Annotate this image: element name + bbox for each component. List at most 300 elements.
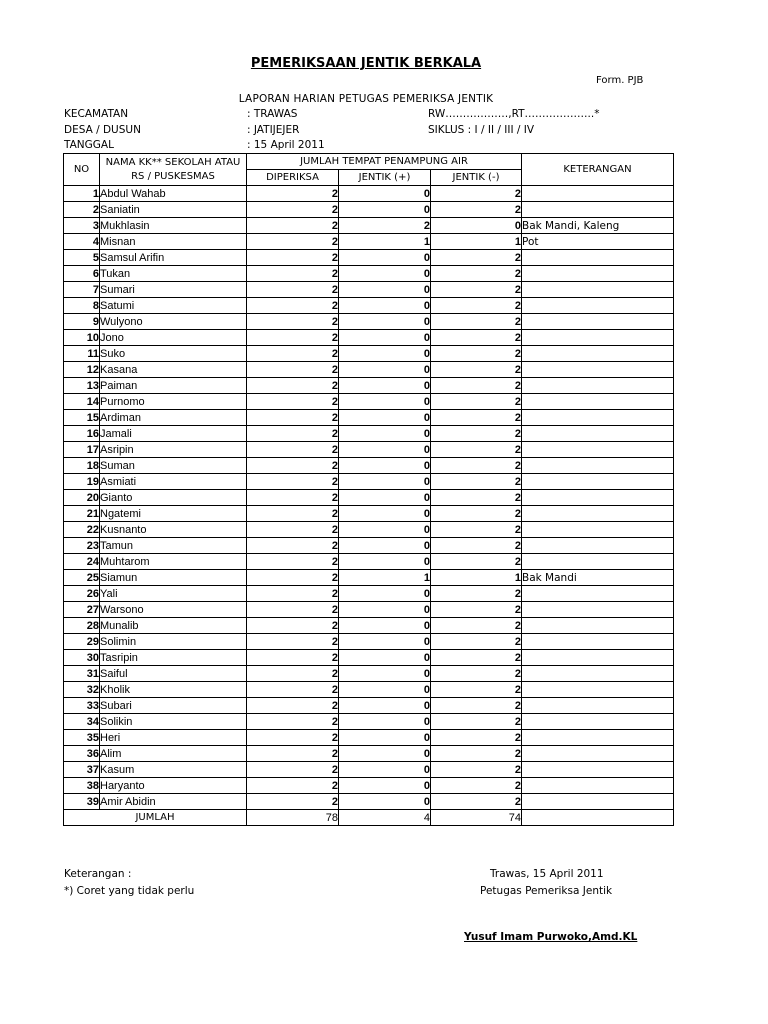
row-no: 37 xyxy=(64,762,100,778)
row-keterangan xyxy=(522,490,674,506)
row-name: Kholik xyxy=(100,682,247,698)
row-diperiksa: 2 xyxy=(247,714,339,730)
signer-role: Petugas Pemeriksa Jentik xyxy=(480,885,613,897)
row-keterangan: Pot xyxy=(522,234,674,250)
row-positif: 0 xyxy=(339,778,431,794)
row-no: 7 xyxy=(64,282,100,298)
row-no: 3 xyxy=(64,218,100,234)
row-keterangan xyxy=(522,250,674,266)
row-name: Tukan xyxy=(100,266,247,282)
row-diperiksa: 2 xyxy=(247,570,339,586)
table-row xyxy=(64,618,674,634)
row-keterangan xyxy=(522,746,674,762)
row-positif: 0 xyxy=(339,634,431,650)
row-no: 2 xyxy=(64,202,100,218)
total-positif: 4 xyxy=(339,810,431,826)
form-code: Form. PJB xyxy=(596,75,644,86)
row-no: 9 xyxy=(64,314,100,330)
tanggal-label: TANGGAL xyxy=(64,139,114,151)
row-keterangan xyxy=(522,442,674,458)
row-name: Satumi xyxy=(100,298,247,314)
siklus-field: SIKLUS : I / II / III / IV xyxy=(428,124,535,136)
row-keterangan xyxy=(522,426,674,442)
row-name: Misnan xyxy=(100,234,247,250)
row-diperiksa: 2 xyxy=(247,234,339,250)
row-no: 13 xyxy=(64,378,100,394)
row-name: Yali xyxy=(100,586,247,602)
table-row xyxy=(64,234,674,250)
row-name: Paiman xyxy=(100,378,247,394)
row-keterangan xyxy=(522,506,674,522)
kecamatan-label: KECAMATAN xyxy=(64,108,129,120)
row-name: Mukhlasin xyxy=(100,218,247,234)
row-positif: 0 xyxy=(339,314,431,330)
row-no: 12 xyxy=(64,362,100,378)
row-diperiksa: 2 xyxy=(247,362,339,378)
row-negatif: 2 xyxy=(431,794,522,810)
row-no: 22 xyxy=(64,522,100,538)
row-diperiksa: 2 xyxy=(247,346,339,362)
row-diperiksa: 2 xyxy=(247,282,339,298)
table-row xyxy=(64,362,674,378)
total-row xyxy=(64,810,674,826)
row-no: 36 xyxy=(64,746,100,762)
row-negatif: 1 xyxy=(431,570,522,586)
col-group-header: JUMLAH TEMPAT PENAMPUNG AIR xyxy=(247,154,522,170)
row-name: Ngatemi xyxy=(100,506,247,522)
row-diperiksa: 2 xyxy=(247,618,339,634)
row-no: 21 xyxy=(64,506,100,522)
row-diperiksa: 2 xyxy=(247,490,339,506)
row-no: 14 xyxy=(64,394,100,410)
row-diperiksa: 2 xyxy=(247,458,339,474)
footnote: *) Coret yang tidak perlu xyxy=(64,885,195,897)
row-negatif: 2 xyxy=(431,506,522,522)
row-positif: 0 xyxy=(339,474,431,490)
row-no: 5 xyxy=(64,250,100,266)
row-name: Sumari xyxy=(100,282,247,298)
row-positif: 0 xyxy=(339,666,431,682)
row-name: Warsono xyxy=(100,602,247,618)
table-row xyxy=(64,394,674,410)
row-no: 11 xyxy=(64,346,100,362)
table-row xyxy=(64,330,674,346)
row-negatif: 2 xyxy=(431,698,522,714)
col-positif-header: JENTIK (+) xyxy=(339,170,431,186)
row-negatif: 2 xyxy=(431,426,522,442)
table-row xyxy=(64,522,674,538)
row-name: Munalib xyxy=(100,618,247,634)
table-row xyxy=(64,266,674,282)
row-diperiksa: 2 xyxy=(247,650,339,666)
row-name: Samsul Arifin xyxy=(100,250,247,266)
row-name: Asripin xyxy=(100,442,247,458)
row-positif: 0 xyxy=(339,586,431,602)
row-positif: 0 xyxy=(339,506,431,522)
row-positif: 0 xyxy=(339,442,431,458)
table-row xyxy=(64,410,674,426)
row-name: Suman xyxy=(100,458,247,474)
total-negatif: 74 xyxy=(431,810,522,826)
row-name: Kasum xyxy=(100,762,247,778)
row-positif: 0 xyxy=(339,490,431,506)
row-positif: 0 xyxy=(339,682,431,698)
row-keterangan xyxy=(522,346,674,362)
row-keterangan xyxy=(522,586,674,602)
row-diperiksa: 2 xyxy=(247,522,339,538)
report-subtitle: LAPORAN HARIAN PETUGAS PEMERIKSA JENTIK xyxy=(238,93,494,105)
row-negatif: 2 xyxy=(431,666,522,682)
row-no: 25 xyxy=(64,570,100,586)
row-negatif: 2 xyxy=(431,330,522,346)
row-no: 28 xyxy=(64,618,100,634)
row-positif: 0 xyxy=(339,426,431,442)
row-name: Alim xyxy=(100,746,247,762)
row-diperiksa: 2 xyxy=(247,586,339,602)
col-name-header: NAMA KK** SEKOLAH ATAU RS / PUSKESMAS xyxy=(100,154,247,186)
row-diperiksa: 2 xyxy=(247,410,339,426)
row-negatif: 2 xyxy=(431,346,522,362)
row-positif: 2 xyxy=(339,218,431,234)
row-diperiksa: 2 xyxy=(247,762,339,778)
row-name: Muhtarom xyxy=(100,554,247,570)
row-no: 38 xyxy=(64,778,100,794)
row-diperiksa: 2 xyxy=(247,666,339,682)
row-name: Purnomo xyxy=(100,394,247,410)
row-no: 4 xyxy=(64,234,100,250)
row-negatif: 1 xyxy=(431,234,522,250)
row-keterangan: Bak Mandi, Kaleng xyxy=(522,218,674,234)
row-keterangan xyxy=(522,794,674,810)
row-no: 18 xyxy=(64,458,100,474)
row-positif: 0 xyxy=(339,378,431,394)
row-positif: 1 xyxy=(339,234,431,250)
row-negatif: 2 xyxy=(431,634,522,650)
row-no: 16 xyxy=(64,426,100,442)
row-keterangan xyxy=(522,330,674,346)
row-negatif: 2 xyxy=(431,410,522,426)
col-keterangan-header: KETERANGAN xyxy=(522,154,674,186)
table-row xyxy=(64,218,674,234)
row-negatif: 2 xyxy=(431,538,522,554)
table-row xyxy=(64,538,674,554)
col-diperiksa-header: DIPERIKSA xyxy=(247,170,339,186)
row-name: Tasripin xyxy=(100,650,247,666)
row-negatif: 2 xyxy=(431,442,522,458)
row-positif: 0 xyxy=(339,602,431,618)
row-negatif: 2 xyxy=(431,522,522,538)
row-negatif: 2 xyxy=(431,362,522,378)
row-name: Siamun xyxy=(100,570,247,586)
row-name: Saiful xyxy=(100,666,247,682)
table-row xyxy=(64,602,674,618)
row-diperiksa: 2 xyxy=(247,394,339,410)
row-keterangan xyxy=(522,538,674,554)
desa-label: DESA / DUSUN xyxy=(64,124,141,136)
table-row xyxy=(64,250,674,266)
row-positif: 0 xyxy=(339,250,431,266)
row-no: 1 xyxy=(64,186,100,202)
row-diperiksa: 2 xyxy=(247,266,339,282)
row-diperiksa: 2 xyxy=(247,634,339,650)
row-name: Saniatin xyxy=(100,202,247,218)
row-keterangan xyxy=(522,666,674,682)
table-row xyxy=(64,682,674,698)
page-title: PEMERIKSAAN JENTIK BERKALA xyxy=(250,56,482,71)
row-positif: 0 xyxy=(339,746,431,762)
row-diperiksa: 2 xyxy=(247,730,339,746)
row-positif: 0 xyxy=(339,410,431,426)
row-keterangan: Bak Mandi xyxy=(522,570,674,586)
row-negatif: 2 xyxy=(431,458,522,474)
row-no: 20 xyxy=(64,490,100,506)
row-no: 19 xyxy=(64,474,100,490)
row-no: 33 xyxy=(64,698,100,714)
row-positif: 0 xyxy=(339,458,431,474)
row-keterangan xyxy=(522,522,674,538)
row-negatif: 2 xyxy=(431,250,522,266)
row-positif: 0 xyxy=(339,298,431,314)
row-positif: 0 xyxy=(339,522,431,538)
kecamatan-value: : TRAWAS xyxy=(247,108,298,120)
table-row xyxy=(64,314,674,330)
table-row xyxy=(64,458,674,474)
row-no: 32 xyxy=(64,682,100,698)
row-diperiksa: 2 xyxy=(247,602,339,618)
row-keterangan xyxy=(522,202,674,218)
row-positif: 0 xyxy=(339,714,431,730)
row-keterangan xyxy=(522,698,674,714)
table-row xyxy=(64,714,674,730)
row-keterangan xyxy=(522,410,674,426)
row-name: Solimin xyxy=(100,634,247,650)
table-row xyxy=(64,586,674,602)
table-row xyxy=(64,778,674,794)
place-date: Trawas, 15 April 2011 xyxy=(490,868,604,880)
table-row xyxy=(64,650,674,666)
row-keterangan xyxy=(522,314,674,330)
row-keterangan xyxy=(522,266,674,282)
row-keterangan xyxy=(522,634,674,650)
row-negatif: 2 xyxy=(431,762,522,778)
row-diperiksa: 2 xyxy=(247,330,339,346)
table-row xyxy=(64,554,674,570)
table-row xyxy=(64,490,674,506)
table-row xyxy=(64,746,674,762)
row-negatif: 2 xyxy=(431,618,522,634)
row-diperiksa: 2 xyxy=(247,378,339,394)
row-diperiksa: 2 xyxy=(247,298,339,314)
row-name: Kasana xyxy=(100,362,247,378)
row-negatif: 2 xyxy=(431,186,522,202)
row-keterangan xyxy=(522,650,674,666)
table-row xyxy=(64,282,674,298)
row-diperiksa: 2 xyxy=(247,426,339,442)
row-positif: 1 xyxy=(339,570,431,586)
row-name: Subari xyxy=(100,698,247,714)
rw-rt-field: RW………………,RT………………..* xyxy=(428,108,600,120)
row-no: 6 xyxy=(64,266,100,282)
row-name: Wulyono xyxy=(100,314,247,330)
keterangan-label: Keterangan : xyxy=(64,868,132,880)
row-keterangan xyxy=(522,474,674,490)
row-name: Gianto xyxy=(100,490,247,506)
row-positif: 0 xyxy=(339,282,431,298)
row-negatif: 2 xyxy=(431,394,522,410)
row-no: 31 xyxy=(64,666,100,682)
row-no: 27 xyxy=(64,602,100,618)
signer-name: Yusuf Imam Purwoko,Amd.KL xyxy=(464,931,638,943)
row-negatif: 2 xyxy=(431,266,522,282)
row-positif: 0 xyxy=(339,698,431,714)
row-name: Ardiman xyxy=(100,410,247,426)
row-negatif: 2 xyxy=(431,746,522,762)
row-keterangan xyxy=(522,618,674,634)
row-negatif: 2 xyxy=(431,602,522,618)
row-negatif: 2 xyxy=(431,378,522,394)
row-positif: 0 xyxy=(339,794,431,810)
inspection-table xyxy=(63,153,674,826)
row-keterangan xyxy=(522,362,674,378)
row-negatif: 2 xyxy=(431,714,522,730)
table-row xyxy=(64,634,674,650)
row-keterangan xyxy=(522,186,674,202)
row-negatif: 2 xyxy=(431,490,522,506)
row-positif: 0 xyxy=(339,554,431,570)
row-negatif: 2 xyxy=(431,298,522,314)
row-no: 23 xyxy=(64,538,100,554)
row-keterangan xyxy=(522,602,674,618)
row-no: 35 xyxy=(64,730,100,746)
table-row xyxy=(64,202,674,218)
total-label: JUMLAH xyxy=(64,810,247,826)
row-keterangan xyxy=(522,554,674,570)
total-keterangan xyxy=(522,810,674,826)
row-negatif: 2 xyxy=(431,778,522,794)
row-name: Asmiati xyxy=(100,474,247,490)
row-diperiksa: 2 xyxy=(247,794,339,810)
row-diperiksa: 2 xyxy=(247,474,339,490)
row-name: Suko xyxy=(100,346,247,362)
row-keterangan xyxy=(522,778,674,794)
row-name: Tamun xyxy=(100,538,247,554)
row-positif: 0 xyxy=(339,202,431,218)
row-negatif: 2 xyxy=(431,474,522,490)
row-keterangan xyxy=(522,682,674,698)
row-no: 30 xyxy=(64,650,100,666)
table-row xyxy=(64,474,674,490)
row-name: Haryanto xyxy=(100,778,247,794)
row-keterangan xyxy=(522,378,674,394)
row-keterangan xyxy=(522,730,674,746)
row-positif: 0 xyxy=(339,650,431,666)
row-negatif: 2 xyxy=(431,282,522,298)
col-no-header: NO xyxy=(64,154,100,186)
row-diperiksa: 2 xyxy=(247,314,339,330)
row-negatif: 2 xyxy=(431,586,522,602)
row-negatif: 2 xyxy=(431,730,522,746)
table-row xyxy=(64,346,674,362)
row-diperiksa: 2 xyxy=(247,218,339,234)
row-no: 17 xyxy=(64,442,100,458)
row-no: 39 xyxy=(64,794,100,810)
row-diperiksa: 2 xyxy=(247,506,339,522)
row-negatif: 2 xyxy=(431,650,522,666)
row-positif: 0 xyxy=(339,538,431,554)
row-no: 10 xyxy=(64,330,100,346)
row-negatif: 2 xyxy=(431,682,522,698)
row-no: 26 xyxy=(64,586,100,602)
table-row xyxy=(64,298,674,314)
table-row xyxy=(64,570,674,586)
row-diperiksa: 2 xyxy=(247,186,339,202)
row-keterangan xyxy=(522,298,674,314)
table-row xyxy=(64,698,674,714)
row-no: 29 xyxy=(64,634,100,650)
row-diperiksa: 2 xyxy=(247,442,339,458)
row-name: Heri xyxy=(100,730,247,746)
row-negatif: 2 xyxy=(431,202,522,218)
row-name: Kusnanto xyxy=(100,522,247,538)
row-name: Abdul Wahab xyxy=(100,186,247,202)
col-negatif-header: JENTIK (-) xyxy=(431,170,522,186)
row-positif: 0 xyxy=(339,394,431,410)
row-positif: 0 xyxy=(339,330,431,346)
row-diperiksa: 2 xyxy=(247,778,339,794)
row-name: Amir Abidin xyxy=(100,794,247,810)
row-diperiksa: 2 xyxy=(247,746,339,762)
table-row xyxy=(64,794,674,810)
row-keterangan xyxy=(522,762,674,778)
row-no: 15 xyxy=(64,410,100,426)
row-negatif: 2 xyxy=(431,554,522,570)
row-positif: 0 xyxy=(339,266,431,282)
table-row xyxy=(64,426,674,442)
row-keterangan xyxy=(522,458,674,474)
row-keterangan xyxy=(522,282,674,298)
row-positif: 0 xyxy=(339,762,431,778)
table-row xyxy=(64,762,674,778)
row-name: Solikin xyxy=(100,714,247,730)
row-positif: 0 xyxy=(339,618,431,634)
tanggal-value: : 15 April 2011 xyxy=(247,139,325,151)
row-diperiksa: 2 xyxy=(247,682,339,698)
table-row xyxy=(64,506,674,522)
row-diperiksa: 2 xyxy=(247,698,339,714)
row-diperiksa: 2 xyxy=(247,202,339,218)
row-positif: 0 xyxy=(339,362,431,378)
row-no: 34 xyxy=(64,714,100,730)
table-row xyxy=(64,378,674,394)
row-no: 24 xyxy=(64,554,100,570)
row-negatif: 2 xyxy=(431,314,522,330)
row-positif: 0 xyxy=(339,186,431,202)
total-diperiksa: 78 xyxy=(247,810,339,826)
table-row xyxy=(64,442,674,458)
row-positif: 0 xyxy=(339,346,431,362)
row-no: 8 xyxy=(64,298,100,314)
row-diperiksa: 2 xyxy=(247,554,339,570)
row-keterangan xyxy=(522,714,674,730)
desa-value: : JATIJEJER xyxy=(247,124,300,136)
row-keterangan xyxy=(522,394,674,410)
row-diperiksa: 2 xyxy=(247,250,339,266)
row-name: Jamali xyxy=(100,426,247,442)
table-row xyxy=(64,186,674,202)
row-positif: 0 xyxy=(339,730,431,746)
row-name: Jono xyxy=(100,330,247,346)
table-row xyxy=(64,730,674,746)
